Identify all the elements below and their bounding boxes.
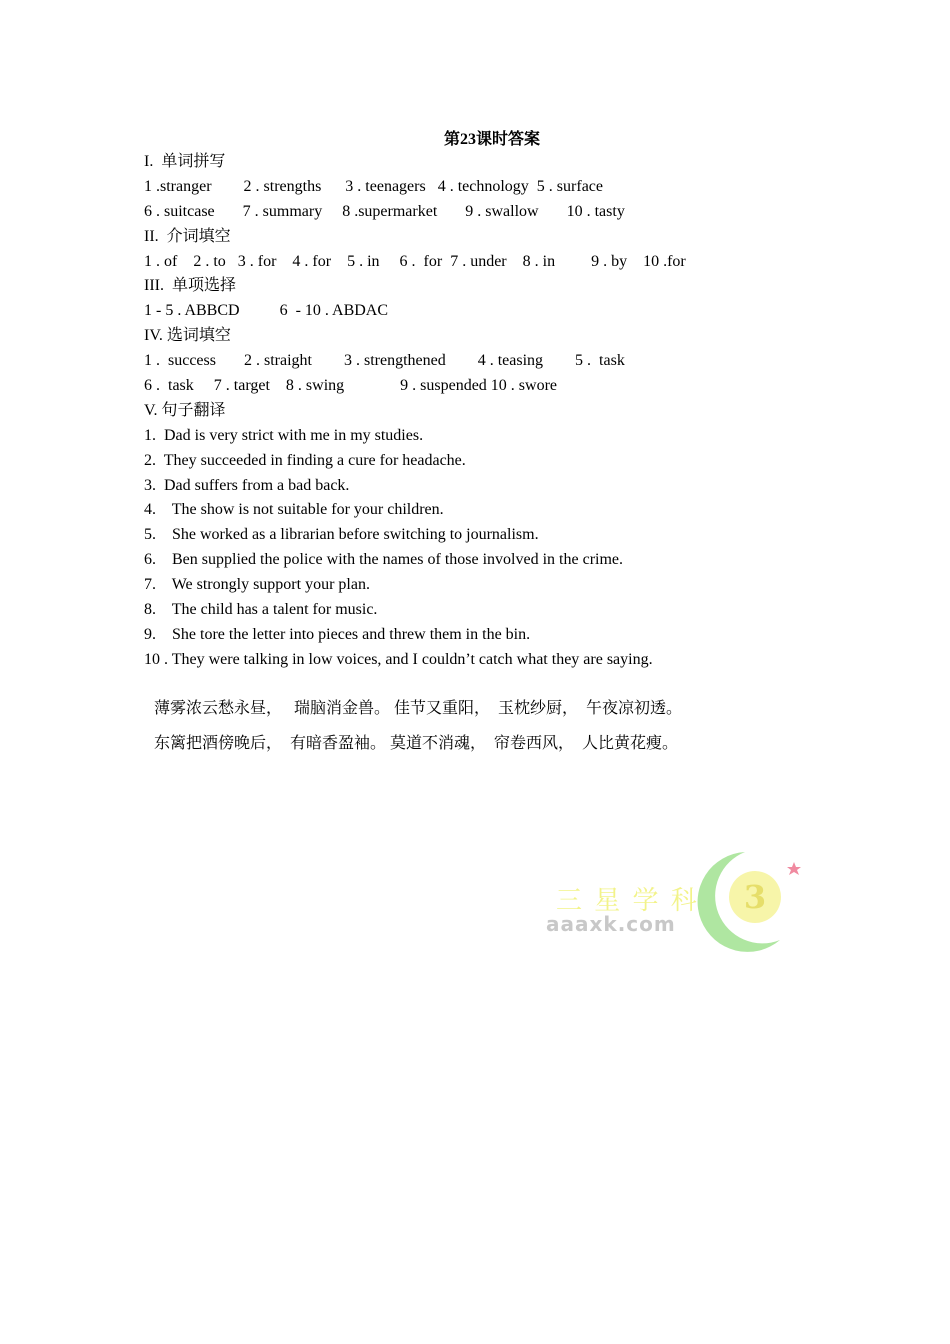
logo-cn-text: 三 星 学 科 [556,886,699,916]
logo-en-text: aaaxk.com [546,912,676,936]
section-heading-2: II. 介词填空 [144,227,231,245]
poem [154,696,854,766]
translation-line: 2. They succeeded in finding a cure for headache. [144,451,466,469]
translation-line: 1. Dad is very strict with me in my studies. [144,426,424,444]
translation-line: 4. The show is not suitable for your children. [144,501,444,519]
answer-content [144,150,844,673]
translation-line: 3. Dad suffers from a bad back. [144,476,350,494]
answer-line: 1 . success 2 . straight 3 . strengthened 4 . teasing 5 . task [144,352,625,370]
answer-line: 6 . task 7 . target 8 . swing 9 . suspended 10 . swore [144,377,557,395]
watermark-logo [540,840,810,955]
section-heading-1: I. 单词拼写 [144,153,226,170]
translation-line: 9. She tore the letter into pieces and threw them in the bin. [144,625,531,643]
translation-line: 7. We strongly support your plan. [144,576,370,594]
section-heading-5: V. 句子翻译 [144,401,226,419]
answer-line: 1 - 5 . ABBCD 6 - 10 . ABDAC [144,302,389,320]
logo-numeral: 3 [743,878,767,916]
section-heading-4: IV. 选词填空 [144,327,231,345]
answer-line: 6 . suitcase 7 . summary 8 .supermarket 9 . swallow 10 . tasty [144,202,625,220]
translation-line: 10 . They were talking in low voices, and I couldn’t catch what they are saying. [144,650,653,668]
answer-line: 1 .stranger 2 . strengths 3 . teenagers 4 . technology 5 . surface [144,177,603,195]
section-heading-3: III. 单项选择 [144,277,236,295]
translation-line: 8. The child has a talent for music. [144,601,378,619]
page-title: 第23课时答案 [443,131,540,148]
answer-line: 1 . of 2 . to 3 . for 4 . for 5 . in 6 . for 7 . under 8 . in 9 . by 10 .for [144,252,686,270]
poem-line: 东篱把酒傍晚后， 有暗香盈袖。 莫道不消魂， 帘卷西风， 人比黄花瘦。 [154,735,679,752]
star-icon [787,862,801,875]
translation-line: 5. She worked as a librarian before switching to journalism. [144,526,539,544]
poem-line: 薄雾浓云愁永昼， 瑞脑消金兽。 佳节又重阳， 玉枕纱厨， 午夜凉初透。 [154,700,683,717]
translation-line: 6. Ben supplied the police with the names of those involved in the crime. [144,551,624,569]
